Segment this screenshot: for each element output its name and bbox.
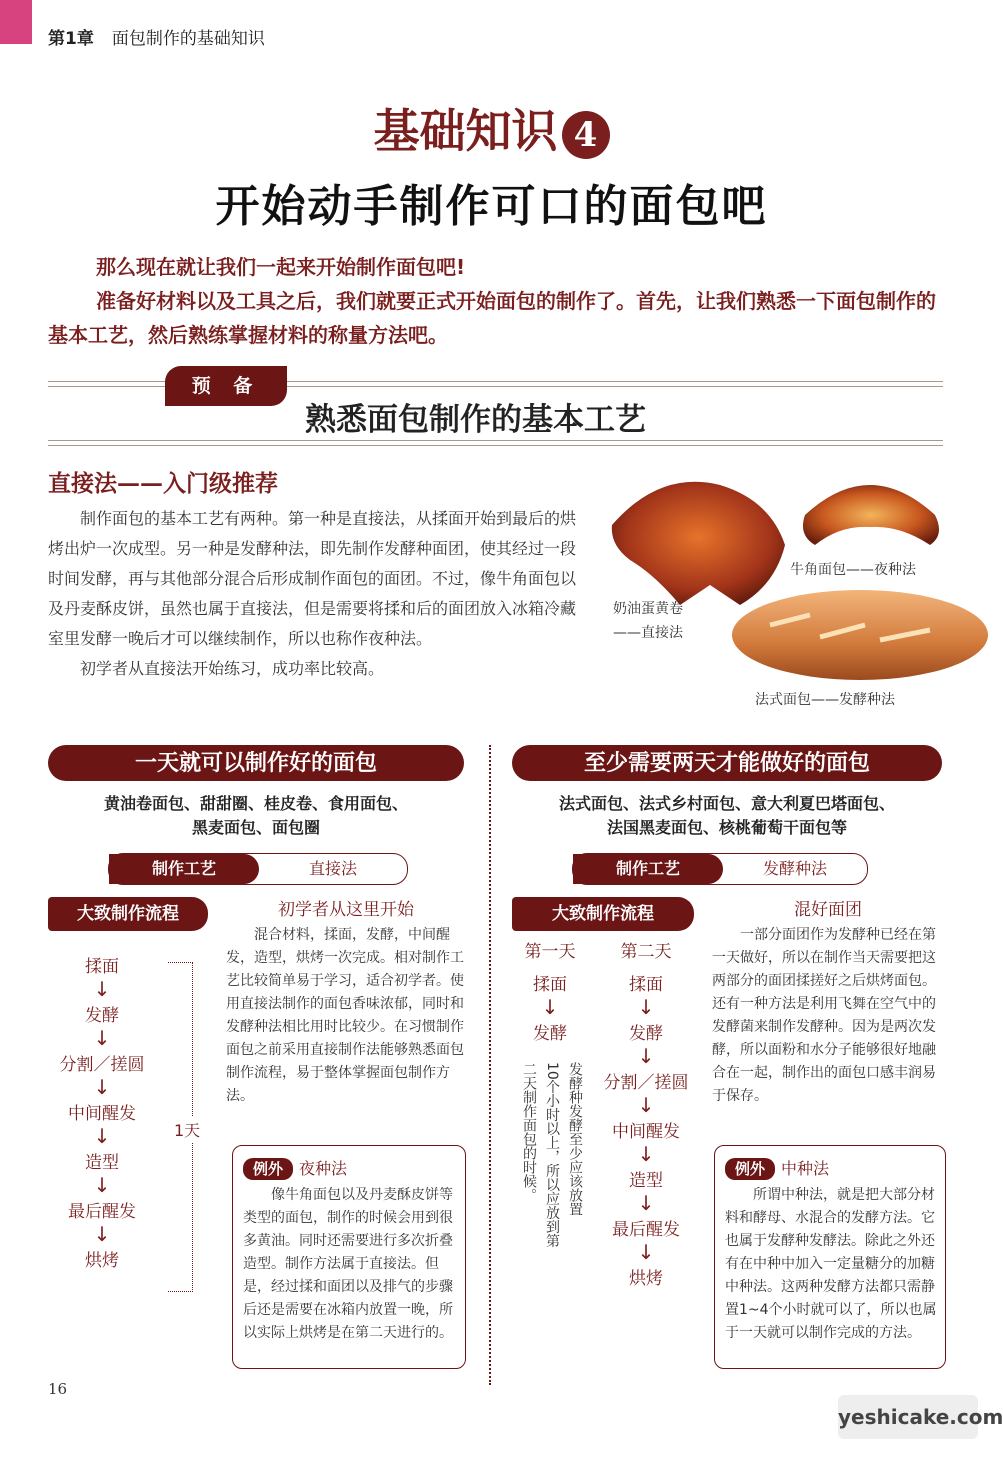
day2-steps [586, 970, 706, 1289]
right-desc: 一部分面团作为发酵种已经在第一天做好，所以在制作当天需要把这两部分的面团揉搓好之后烘烤面包。还有一种方法是利用飞舞在空气中的发酵菌来制作发酵种。因为是两次发酵，所以面粉和水分子能够很好地融合在一起，制作出的面包口感丰润易于保存。 [712, 927, 936, 1104]
right-desc-title: 混好面团 [794, 900, 862, 920]
right-pill-value: 发酵种法 [762, 859, 827, 878]
intro-line-2: 准备好材料以及工具之后，我们就要正式开始面包的制作了。首先，让我们熟悉一下面包制作的基本工艺，然后熟练掌握材料的称量方法吧。 [48, 289, 936, 347]
section-title: 熟悉面包制作的基本工艺 [305, 402, 646, 438]
flow-step: 造型 [629, 1171, 663, 1191]
left-bread-list: 黄油卷面包、甜甜圈、桂皮卷、食用面包、 黑麦面包、面包圈 [103, 794, 408, 837]
page-title [0, 95, 983, 161]
site-logo: yeshicake.com [838, 1395, 978, 1439]
right-exception-box [714, 1145, 946, 1369]
baguette-image [732, 590, 988, 680]
down-arrow-icon: ↓ [637, 995, 655, 1019]
down-arrow-icon: ↓ [93, 1222, 111, 1246]
exception-title: 中种法 [781, 1159, 830, 1178]
day1-note-3: 二天制作面包的时候。 [521, 1062, 537, 1202]
right-bread-list: 法式面包、法式乡村面包、意大利夏巴塔面包、 法国黑麦面包、核桃葡萄干面包等 [558, 794, 895, 837]
direct-paragraph-1: 制作面包的基本工艺有两种。第一种是直接法，从揉面开始到最后的烘烤出炉一次成型。另一种是发酵种法，即先制作发酵种面团，使其经过一段时间发酵，再与其他部分混合后形成制作面包的面团。不过，像牛角面包以及丹麦酥皮饼，虽然也属于直接法，但是需要将揉和后的面团放入冰箱冷藏室里发酵一晚后才可以继续制作，所以也称作夜种法。 [48, 509, 577, 648]
day2-label: 第二天 [620, 942, 672, 962]
caption-baguette: 法式面包——发酵种法 [755, 692, 895, 708]
left-pill-value: 直接法 [308, 859, 357, 878]
section-rule-bottom [48, 440, 943, 441]
down-arrow-icon: ↓ [637, 1191, 655, 1215]
intro-line-1: 那么现在就让我们一起来开始制作面包吧! [96, 255, 466, 279]
flow-step: 烘烤 [629, 1269, 663, 1289]
exception-tag: 例外 [725, 1158, 775, 1180]
left-exception-header [243, 1156, 347, 1180]
left-flow-tag: 大致制作流程 [48, 897, 208, 931]
down-arrow-icon: ↓ [637, 1142, 655, 1166]
flow-step: 发酵 [85, 1006, 119, 1026]
flow-step: 最后醒发 [68, 1202, 136, 1222]
day1-note-2: 10个小时以上，所以应放到第 [544, 1062, 560, 1248]
flow-step: 分割／搓圆 [603, 1073, 689, 1093]
down-arrow-icon: ↓ [541, 995, 559, 1019]
down-arrow-icon: ↓ [93, 1124, 111, 1148]
day1-note-1: 发酵种发酵至少应该放置 [567, 1062, 583, 1216]
title-main: 基础知识 [373, 104, 558, 158]
down-arrow-icon: ↓ [637, 1044, 655, 1068]
exception-title: 夜种法 [299, 1159, 348, 1178]
chapter-title: 面包制作的基础知识 [111, 29, 265, 49]
bread-photos [600, 465, 975, 715]
down-arrow-icon: ↓ [93, 977, 111, 1001]
down-arrow-icon: ↓ [637, 1093, 655, 1117]
right-exception-header [725, 1156, 829, 1180]
flow-step: 分割／搓圆 [59, 1055, 145, 1075]
flow-step: 造型 [85, 1153, 119, 1173]
duration-label: 1天 [174, 1116, 200, 1143]
left-method-pill [108, 853, 408, 885]
custard-roll-image [612, 482, 785, 605]
left-banner: 一天就可以制作好的面包 [48, 745, 464, 781]
page-number: 16 [48, 1380, 68, 1398]
left-desc-title: 初学者从这里开始 [278, 900, 414, 920]
right-banner: 至少需要两天才能做好的面包 [512, 745, 942, 781]
down-arrow-icon: ↓ [93, 1026, 111, 1050]
down-arrow-icon: ↓ [93, 1173, 111, 1197]
exception-tag: 例外 [243, 1158, 293, 1180]
direct-method-body [48, 504, 578, 684]
left-exception-box [232, 1145, 466, 1369]
flow-step: 发酵 [629, 1024, 663, 1044]
title-number-badge: 4 [562, 111, 610, 159]
flow-step: 烘烤 [85, 1251, 119, 1271]
right-method-pill [572, 853, 868, 885]
flow-step: 最后醒发 [612, 1220, 680, 1240]
left-pill-label: 制作工艺 [109, 854, 259, 884]
section-rule-bottom-2 [48, 445, 943, 446]
chapter-color-bar [0, 0, 32, 44]
flow-step: 中间醒发 [68, 1104, 136, 1124]
section-tag: 预 备 [165, 366, 287, 406]
croissant-image [803, 485, 939, 545]
exception-text: 像牛角面包以及丹麦酥皮饼等类型的面包，制作的时候会用到很多黄油。同时还需要进行多次折叠造型。制作方法属于直接法。但是，经过揉和面团以及排气的步骤后还是需要在冰箱内放置一晚，所以实际上烘烤是在第二天进行的。 [243, 1187, 453, 1341]
flow-step: 发酵 [533, 1024, 567, 1044]
down-arrow-icon: ↓ [637, 1240, 655, 1264]
intro-text [48, 250, 948, 352]
exception-text: 所谓中种法，就是把大部分材料和酵母、水混合的发酵方法。它也属于发酵种发酵法。除此之外还有在中种中加入一定量糖分的加糖中种法。这两种发酵方法都只需静置1~4个小时就可以了，所以也属于一天就可以制作完成的方法。 [725, 1187, 937, 1341]
day1-steps [510, 970, 590, 1044]
caption-custard-roll: 奶油蛋黄卷 ——直接法 [613, 601, 683, 641]
chapter-number: 第1章 [48, 29, 94, 49]
right-pill-label: 制作工艺 [573, 854, 723, 884]
flow-step: 揉面 [629, 975, 663, 995]
down-arrow-icon: ↓ [93, 1075, 111, 1099]
caption-croissant: 牛角面包——夜种法 [790, 562, 916, 578]
page-subtitle: 开始动手制作可口的面包吧 [215, 181, 768, 232]
direct-method-heading: 直接法——入门级推荐 [48, 470, 278, 497]
left-flow-steps [42, 952, 162, 1271]
column-divider [489, 745, 491, 1385]
flow-step: 揉面 [533, 975, 567, 995]
direct-paragraph-2: 初学者从直接法开始练习，成功率比较高。 [80, 659, 385, 678]
flow-step: 揉面 [85, 957, 119, 977]
day1-label: 第一天 [524, 942, 576, 962]
chapter-header [48, 24, 265, 49]
left-desc: 混合材料，揉面，发酵，中间醒发，造型，烘烤一次完成。相对制作工艺比较简单易于学习，适合初学者。使用直接法制作的面包香味浓郁，同时和发酵种法相比用时比较少。在习惯制作面包之前采用直接制作法能够熟悉面包制作流程，易于整体掌握面包制作方法。 [226, 927, 464, 1104]
right-flow-tag: 大致制作流程 [512, 897, 694, 931]
flow-step: 中间醒发 [612, 1122, 680, 1142]
